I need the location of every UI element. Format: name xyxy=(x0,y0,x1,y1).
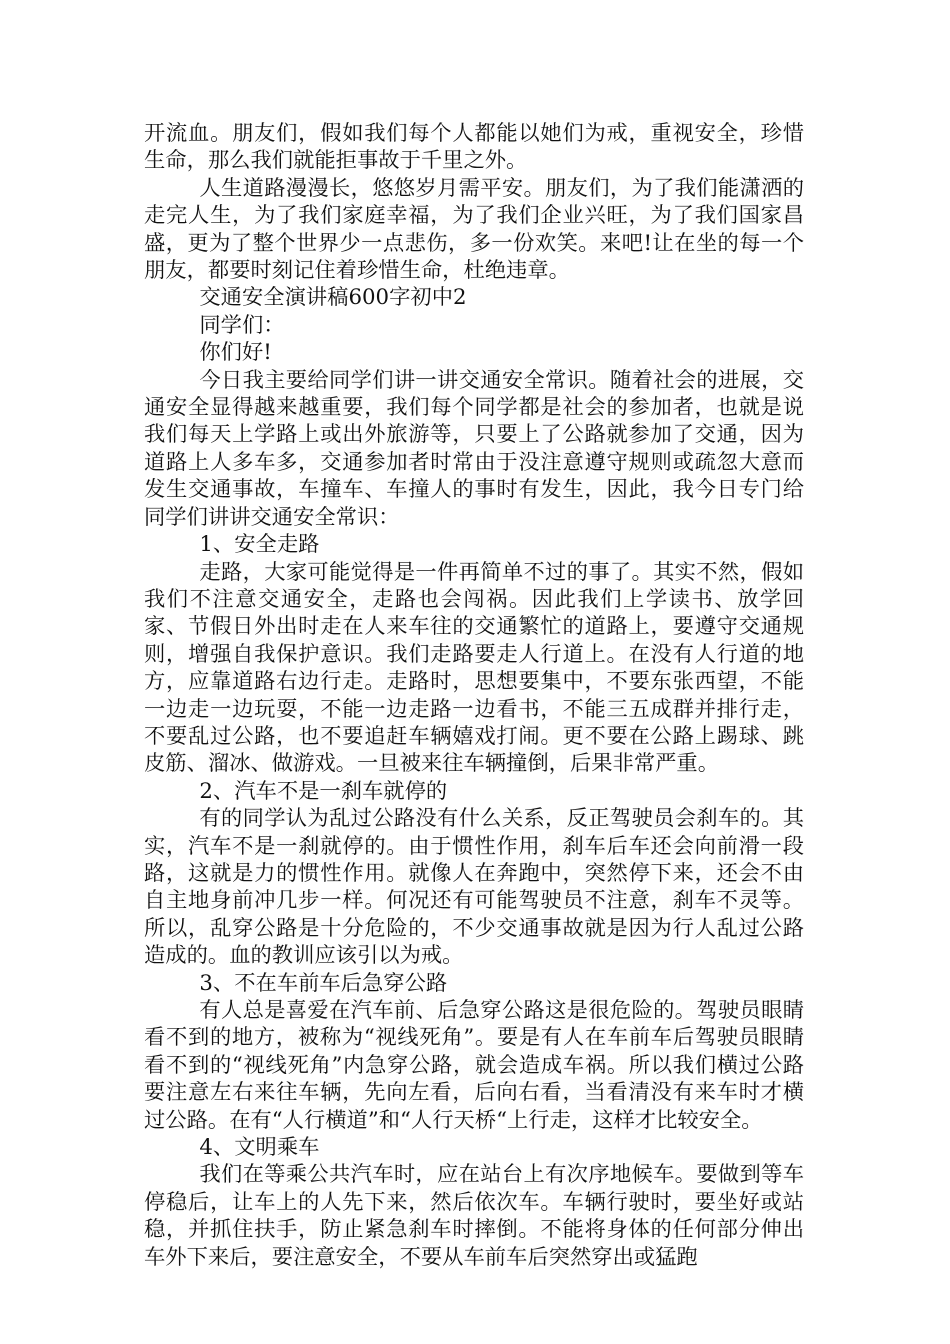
heading-4: 4、文明乘车 xyxy=(199,1135,320,1161)
paragraph-riding: 我们在等乘公共汽车时，应在站台上有次序地候车。要做到等车停稳后，让车上的人先下来，然后依次车。车辆行驶时，要坐好或站稳，并抓住扶手，防止紧急刹车时摔倒。不能将身体的任何部分伸出车外下来后，要注意安全，不要从车前车后突然穿出或猛跑 xyxy=(144,1162,804,1270)
heading-2: 2、汽车不是一刹车就停的 xyxy=(199,778,448,804)
paragraph-walking: 走路，大家可能觉得是一件再简单不过的事了。其实不然，假如我们不注意交通安全，走路也会闯祸。因此我们上学读书、放学回家、节假日外出时走在人来车往的交通繁忙的道路上，要遵守交通规则，增强自我保护意识。我们走路要走人行道上。在没有人行道的地方，应靠道路右边行走。走路时，思想要集中，不要东张西望，不能一边走一边玩耍，不能一边走路一边看书，不能三五成群并排行走，不要乱过公路，也不要追赶车辆嬉戏打闹。更不要在公路上踢球、跳皮筋、溜冰、做游戏。一旦被来往车辆撞倒，后果非常严重。 xyxy=(144,559,804,777)
heading-1: 1、安全走路 xyxy=(199,532,320,558)
paragraph-crossing: 有人总是喜爱在汽车前、后急穿公路这是很危险的。驾驶员眼睛看不到的地方，被称为“视线死角”。要是有人在车前车后驾驶员眼睛看不到的“视线死角”内急穿公路，就会造成车祸。所以我们横过公路要注意左右来往车辆，先向左看，后向右看，当看清没有来车时才横过公路。在有“人行横道”和“人行天桥“上行走，这样才比较安全。 xyxy=(144,998,804,1133)
paragraph-intro: 今日我主要给同学们讲一讲交通安全常识。随着社会的进展，交通安全显得越来越重要，我们每个同学都是社会的参加者，也就是说我们每天上学路上或出外旅游等，只要上了公路就参加了交通，因为道路上人多车多，交通参加者时常由于没注意遵守规则或疏忽大意而发生交通事故，车撞车、车撞人的事时有发生，因此，我今日专门给同学们讲讲交通安全常识： xyxy=(144,367,804,530)
paragraph-closing: 人生道路漫漫长，悠悠岁月需平安。朋友们，为了我们能潇洒的走完人生，为了我们家庭幸福，为了我们企业兴旺，为了我们国家昌盛，更为了整个世界少一点悲伤，多一份欢笑。来吧!让在坐的每一个朋友，都要时刻记住着珍惜生命，杜绝违章。 xyxy=(144,175,804,284)
section-title: 交通安全演讲稿600字初中2 xyxy=(199,285,467,311)
heading-3: 3、不在车前车后急穿公路 xyxy=(199,970,448,996)
salutation: 同学们： xyxy=(199,312,285,338)
greeting: 你们好! xyxy=(199,340,272,366)
document-page xyxy=(144,120,804,1271)
paragraph-braking: 有的同学认为乱过公路没有什么关系，反正驾驶员会刹车的。其实，汽车不是一刹就停的。由于惯性作用，刹车后车还会向前滑一段路，这就是力的惯性作用。就像人在奔跑中，突然停下来，还会不由自主地身前冲几步一样。何况还有可能驾驶员不注意，刹车不灵等。所以，乱穿公路是十分危险的，不少交通事故就是因为行人乱过公路造成的。血的教训应该引以为戒。 xyxy=(144,806,804,969)
paragraph-continuation: 开流血。朋友们，假如我们每个人都能以她们为戒，重视安全，珍惜生命，那么我们就能拒事故于千里之外。 xyxy=(144,121,804,174)
